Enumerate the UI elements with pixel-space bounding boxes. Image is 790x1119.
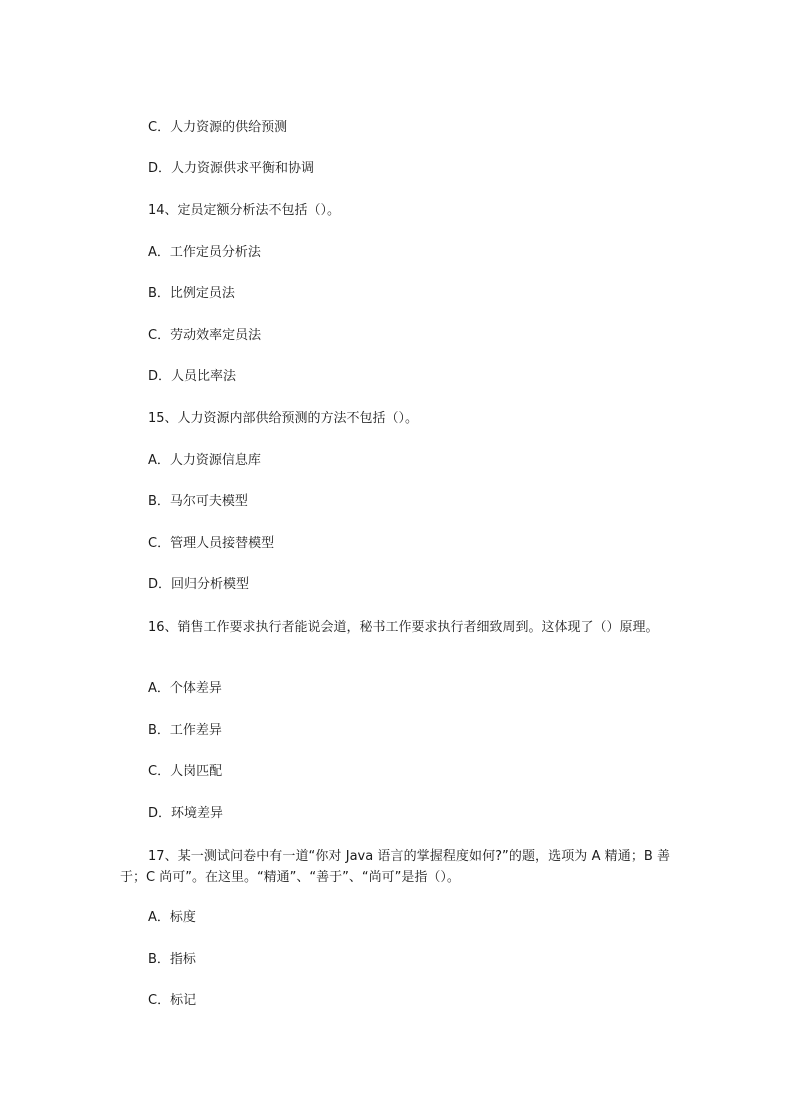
question-17-option-a: A．标度 xyxy=(148,910,196,925)
question-16-option-c: C．人岗匹配 xyxy=(148,764,223,779)
question-15: 15、人力资源内部供给预测的方法不包括（）。 xyxy=(148,411,419,426)
question-14-option-a: A．工作定员分析法 xyxy=(148,245,261,260)
question-14-option-b: B．比例定员法 xyxy=(148,286,235,301)
question-17-option-b: B．指标 xyxy=(148,952,196,967)
question-16-option-a: A．个体差异 xyxy=(148,681,222,696)
question-15-option-a: A．人力资源信息库 xyxy=(148,453,261,468)
question-14-option-d: D．人员比率法 xyxy=(148,369,237,384)
option-c-supply-forecast: C．人力资源的供给预测 xyxy=(148,120,288,135)
question-16: 16、销售工作要求执行者能说会道，秘书工作要求执行者细致周到。这体现了（）原理。 xyxy=(148,620,659,635)
option-d-supply-demand-balance: D．人力资源供求平衡和协调 xyxy=(148,161,315,176)
question-14: 14、定员定额分析法不包括（）。 xyxy=(148,203,341,218)
question-15-option-d: D．回归分析模型 xyxy=(148,577,250,592)
question-16-option-b: B．工作差异 xyxy=(148,723,222,738)
question-16-option-d: D．环境差异 xyxy=(148,806,224,821)
question-17: 17、某一测试问卷中有一道“你对 Java 语言的掌握程度如何?”的题，选项为 A 精通；B 善于；C 尚可”。在这里。“精通”、“善于”、“尚可”是指（）。 xyxy=(120,849,670,885)
question-14-option-c: C．劳动效率定员法 xyxy=(148,328,262,343)
question-15-option-c: C．管理人员接替模型 xyxy=(148,536,275,551)
question-15-option-b: B．马尔可夫模型 xyxy=(148,494,248,509)
question-17-option-c: C．标记 xyxy=(148,993,197,1008)
